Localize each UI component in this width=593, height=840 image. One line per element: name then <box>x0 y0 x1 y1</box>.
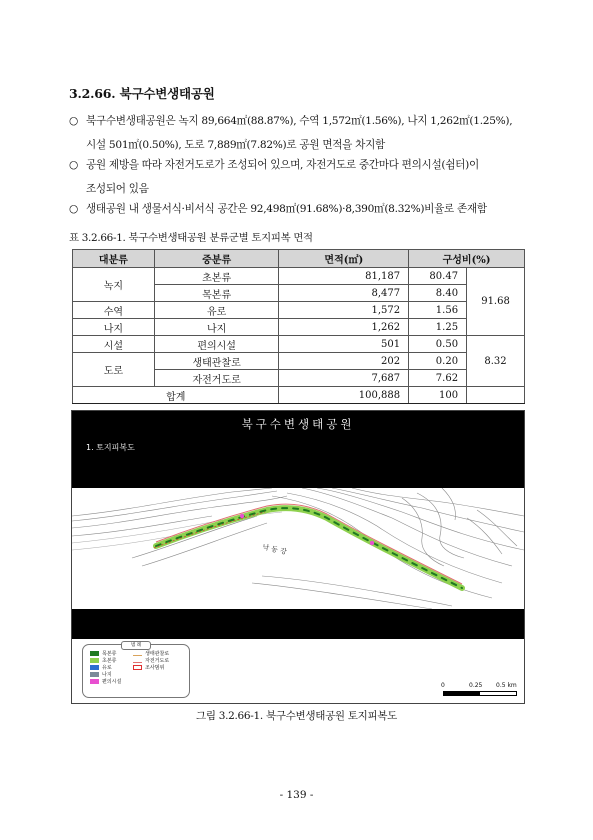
cell-area: 7,687 <box>279 370 409 387</box>
scale-bar-fill <box>443 691 480 696</box>
cell-ratio: 0.50 <box>409 336 467 353</box>
facility-marker <box>240 514 244 518</box>
bullet-text: 공원 제방을 따라 자전거도로가 조성되어 있으며, 자전거도로 중간마다 편의시설(쉼터)이 <box>86 159 479 171</box>
cell-area: 501 <box>279 336 409 353</box>
cell-total-area: 100,888 <box>279 387 409 404</box>
cell-total-ratio: 100 <box>409 387 467 404</box>
legend-title: 범 례 <box>121 641 151 650</box>
table-row <box>73 336 525 353</box>
legend-swatch <box>90 651 99 656</box>
land-cover-map <box>71 410 525 704</box>
legend-label: 목본류 <box>102 651 117 657</box>
cell-minor: 생태관찰로 <box>154 353 279 370</box>
legend-label: 나지 <box>102 672 112 678</box>
cell-area: 1,572 <box>279 302 409 319</box>
map-footer-band <box>72 609 524 639</box>
cell-area: 8,477 <box>279 285 409 302</box>
river-label: 낙 동 강 <box>261 543 288 557</box>
cell-minor: 유로 <box>154 302 279 319</box>
legend-swatch <box>90 658 99 663</box>
cell-major: 시설 <box>73 336 155 353</box>
cell-ratio: 0.20 <box>409 353 467 370</box>
bullet-mark: ○ <box>69 159 78 171</box>
cell-group-ratio: 91.68 <box>467 268 525 336</box>
legend-swatch <box>133 652 142 656</box>
cell-area: 1,262 <box>279 319 409 336</box>
bullet-text: 생태공원 내 생물서식·비서식 공간은 92,498㎡(91.68%)·8,390㎡(8.32%)비율로 존재함 <box>86 203 487 215</box>
cell-area: 202 <box>279 353 409 370</box>
cell-major: 녹지 <box>73 268 155 302</box>
cell-ratio: 1.25 <box>409 319 467 336</box>
figure-caption: 그림 3.2.66-1. 북구수변생태공원 토지피복도 <box>195 710 398 722</box>
map-title: 북구수변생태공원 <box>241 417 355 431</box>
cell-major: 수역 <box>73 302 155 319</box>
bullet-text: 북구수변생태공원은 녹지 89,664㎡(88.87%), 수역 1,572㎡(1.56%), 나지 1,262㎡(1.25%), <box>86 115 513 127</box>
table-header-row <box>73 250 525 268</box>
table-total-row <box>73 387 525 404</box>
cell-minor: 목본류 <box>154 285 279 302</box>
legend-item <box>90 651 117 657</box>
cell-minor: 초본류 <box>154 268 279 285</box>
legend-label: 생태관찰로 <box>145 651 170 657</box>
cell-minor: 자전거도로 <box>154 370 279 387</box>
map-drawing <box>72 488 524 609</box>
legend-item <box>133 658 169 664</box>
table-row <box>73 353 525 370</box>
cell-minor: 편의시설 <box>154 336 279 353</box>
header-area: 면적(㎡) <box>279 250 409 268</box>
legend-swatch <box>133 659 142 663</box>
cell-major: 나지 <box>73 319 155 336</box>
legend-swatch <box>133 665 142 670</box>
table-caption: 표 3.2.66-1. 북구수변생태공원 분류군별 토지피복 면적 <box>69 232 313 244</box>
header-major: 대분류 <box>73 250 155 268</box>
legend-item <box>90 658 117 664</box>
bullet-mark: ○ <box>69 115 78 127</box>
legend-label: 조사범위 <box>145 665 165 671</box>
cell-group-ratio: 8.32 <box>467 336 525 387</box>
scale-label: 0.5 km <box>496 682 517 689</box>
cell-area: 81,187 <box>279 268 409 285</box>
bullet-item <box>69 199 487 220</box>
facility-marker <box>370 541 374 545</box>
scale-label: 0 <box>441 682 445 689</box>
header-ratio: 구성비(%) <box>409 250 525 268</box>
cell-empty <box>467 387 525 404</box>
map-legend <box>82 644 190 698</box>
legend-label: 유로 <box>102 665 112 671</box>
cell-total-label: 합계 <box>73 387 279 404</box>
bullet-continuation: 조성되어 있음 <box>86 183 149 195</box>
legend-swatch <box>90 665 99 670</box>
bullet-item <box>69 111 512 132</box>
bullet-mark: ○ <box>69 203 78 215</box>
land-cover-table <box>72 249 525 404</box>
legend-swatch <box>90 679 99 684</box>
bullet-continuation: 시설 501㎡(0.50%), 도로 7,889㎡(7.82%)로 공원 면적을 차지함 <box>86 139 385 151</box>
legend-swatch <box>90 672 99 677</box>
header-minor: 중분류 <box>154 250 279 268</box>
river-edge <box>72 512 282 550</box>
bullet-item <box>69 155 479 176</box>
park-grass-strip <box>156 508 462 588</box>
legend-label: 자전거도로 <box>145 658 170 664</box>
cell-ratio: 80.47 <box>409 268 467 285</box>
cell-ratio: 8.40 <box>409 285 467 302</box>
scale-label: 0.25 <box>469 682 483 689</box>
map-subtitle: 1. 토지피복도 <box>86 443 135 452</box>
legend-item <box>133 665 164 671</box>
table-row <box>73 268 525 285</box>
legend-item <box>90 665 112 671</box>
section-heading: 3.2.66. 북구수변생태공원 <box>69 86 215 101</box>
legend-item <box>133 651 169 657</box>
park-tree-strip <box>156 508 462 588</box>
legend-item <box>90 679 121 685</box>
legend-label: 초본류 <box>102 658 117 664</box>
bike-path-line <box>156 504 462 584</box>
page-number: - 139 - <box>279 789 314 801</box>
cell-ratio: 7.62 <box>409 370 467 387</box>
legend-label: 편의시설 <box>102 679 122 685</box>
legend-item <box>90 672 112 678</box>
table-row <box>73 302 525 319</box>
cell-major: 도로 <box>73 353 155 387</box>
cell-minor: 나지 <box>154 319 279 336</box>
table-row <box>73 319 525 336</box>
cell-ratio: 1.56 <box>409 302 467 319</box>
